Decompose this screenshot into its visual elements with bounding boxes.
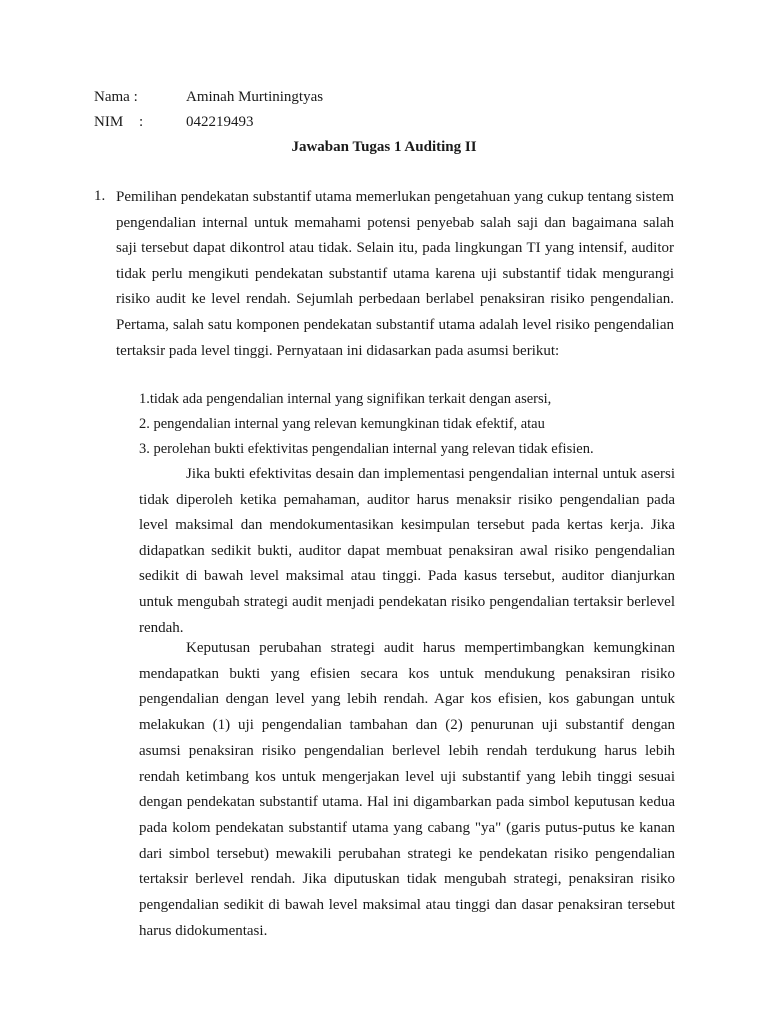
list-item: 2. pengendalian internal yang relevan kemungkinan tidak efektif, atau bbox=[139, 416, 545, 432]
nim-label: NIM bbox=[94, 114, 124, 130]
name-label: Nama : bbox=[94, 89, 138, 105]
list-item: 1.tidak ada pengendalian internal yang signifikan terkait dengan asersi, bbox=[139, 391, 552, 407]
paragraph-3: Keputusan perubahan strategi audit harus mempertimbangkan kemungkinan mendapatkan bukti yang efisien secara kos untuk mendukung penaksiran risiko pengendalian dengan level yang lebih rendah. Agar kos efisien, kos gabungan untuk melakukan (1) uji pengendalian tambahan dan (2) penurunan uji substantif dengan asumsi penaksiran risiko pengendalian berlevel lebih rendah terdukung harus lebih rendah ketimbang kos untuk mengerjakan level uji substantif yang lebih tinggi sesuai dengan pendekatan substantif utama. Hal ini digambarkan pada simbol keputusan kedua pada kolom pendekatan substantif utama yang cabang "ya" (garis putus-putus ke kanan dari simbol tersebut) mewakili perubahan strategi ke pendekatan risiko pengendalian tertaksir berlevel rendah. Jika diputuskan tidak mengubah strategi, penaksiran risiko pengendalian sedikit di bawah level maksimal atau tinggi dan dasar penaksiran tersebut harus didokumentasi. bbox=[139, 640, 675, 939]
item-number: 1. bbox=[94, 188, 106, 204]
name-value: Aminah Murtiningtyas bbox=[186, 89, 324, 105]
list-item: 3. perolehan bukti efektivitas pengendalian internal yang relevan tidak efisien. bbox=[139, 441, 594, 457]
nim-value: 042219493 bbox=[186, 114, 254, 130]
document-title: Jawaban Tugas 1 Auditing II bbox=[291, 139, 477, 155]
assumption-list bbox=[139, 387, 594, 462]
nim-colon: : bbox=[139, 114, 144, 130]
paragraph-1: Pemilihan pendekatan substantif utama memerlukan pengetahuan yang cukup tentang sistem pengendalian internal untuk memahami potensi penyebab salah saji dan bagaimana salah saji tersebut dapat dikontrol atau tidak. Selain itu, pada lingkungan TI yang intensif, auditor tidak perlu mengikuti pendekatan substantif utama karena uji substantif tidak mengurangi risiko audit ke level rendah. Sejumlah perbedaan berlabel penaksiran risiko pengendalian. Pertama, salah satu komponen pendekatan substantif utama adalah level risiko pengendalian tertaksir pada level tinggi. Pernyataan ini didasarkan pada asumsi berikut: bbox=[116, 189, 674, 359]
paragraph-2: Jika bukti efektivitas desain dan implementasi pengendalian internal untuk asersi tidak diperoleh ketika pemahaman, auditor harus menaksir risiko pengendalian pada level maksimal dan mendokumentasikan kesimpulan tersebut pada kertas kerja. Jika didapatkan sedikit bukti, auditor dapat membuat penaksiran awal risiko pengendalian sedikit di bawah level maksimal atau tinggi. Pada kasus tersebut, auditor dianjurkan untuk mengubah strategi audit menjadi pendekatan risiko pengendalian tertaksir berlevel rendah. bbox=[139, 466, 675, 636]
